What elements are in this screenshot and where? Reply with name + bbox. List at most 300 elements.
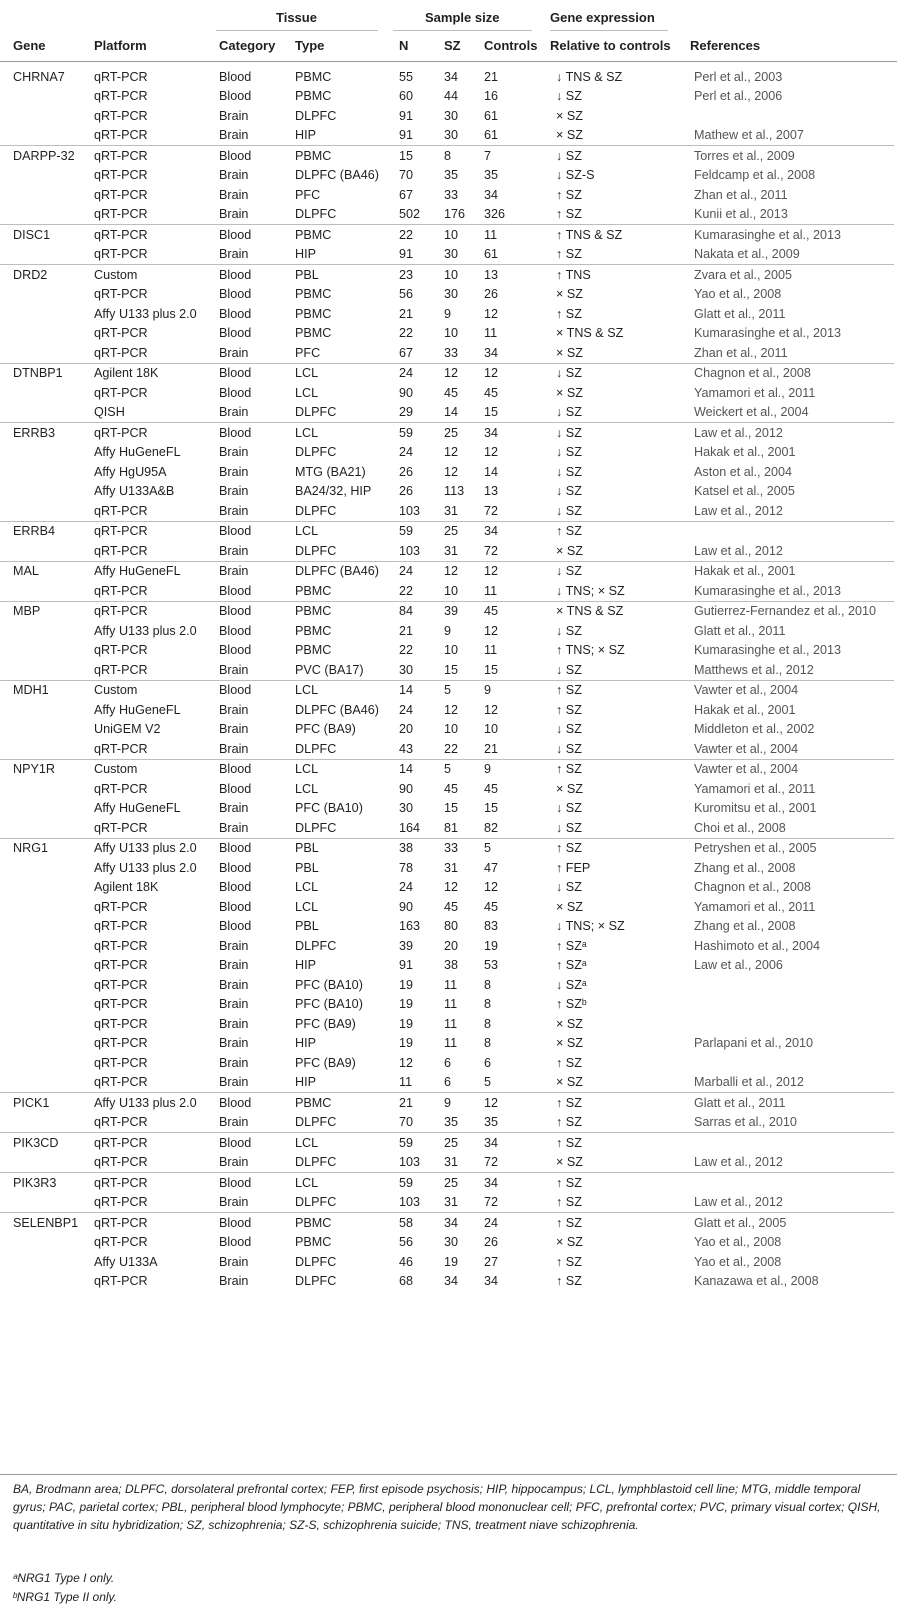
controls-cell: 15 [484, 405, 499, 420]
controls-cell: 12 [484, 363, 556, 383]
controls-cell: 34 [484, 521, 556, 541]
table-row [0, 799, 894, 819]
sz-cell: 5 [444, 680, 484, 700]
category-cell: Brain [219, 484, 249, 499]
n-cell: 59 [399, 423, 444, 443]
sz-cell: 11 [444, 997, 458, 1012]
sz-cell: 81 [444, 820, 459, 835]
footnote-b: ᵇNRG1 Type II only. [13, 1590, 117, 1604]
sz-cell: 22 [444, 741, 459, 756]
n-cell: 90 [399, 899, 414, 914]
n-cell: 59 [399, 1133, 444, 1153]
sz-cell: 39 [444, 601, 484, 621]
type-cell: LCL [295, 1173, 399, 1193]
relative-cell: ↓ SZ [556, 484, 582, 499]
type-cell: HIP [295, 247, 316, 262]
controls-cell: 8 [484, 1036, 492, 1051]
reference-cell: Nakata et al., 2009 [694, 247, 800, 262]
sz-cell: 38 [444, 958, 459, 973]
sz-cell: 35 [444, 1115, 459, 1130]
table-row [0, 245, 894, 265]
type-cell: PFC [295, 345, 321, 360]
type-cell: DLPFC [295, 1155, 337, 1170]
reference-cell [694, 1173, 894, 1193]
n-cell: 70 [399, 168, 414, 183]
reference-cell: Vawter et al., 2004 [694, 741, 799, 756]
relative-cell: ↑ SZ [556, 1055, 582, 1070]
relative-cell: ↑ SZ [556, 1173, 694, 1193]
table-row [0, 581, 894, 601]
reference-cell: Glatt et al., 2011 [694, 623, 786, 638]
gene-cell [0, 462, 94, 482]
reference-cell: Kumarasinghe et al., 2013 [694, 643, 842, 658]
controls-cell: 326 [484, 207, 506, 222]
type-cell: LCL [295, 759, 399, 779]
reference-cell: Law et al., 2012 [694, 423, 894, 443]
platform-cell: qRT-PCR [94, 1133, 219, 1153]
reference-cell: Matthews et al., 2012 [694, 662, 814, 677]
n-cell: 163 [399, 919, 421, 934]
sz-cell: 113 [444, 484, 465, 499]
category-cell: Blood [219, 1173, 295, 1193]
reference-cell: Katsel et al., 2005 [694, 484, 795, 499]
n-cell: 22 [399, 643, 414, 658]
n-cell: 19 [399, 997, 414, 1012]
table-row [0, 185, 894, 205]
gene-cell [0, 1272, 94, 1292]
category-cell: Brain [219, 543, 249, 558]
platform-cell: qRT-PCR [94, 225, 219, 245]
type-cell: HIP [295, 1036, 316, 1051]
platform-cell: qRT-PCR [94, 938, 148, 953]
relative-cell: ↑ SZ [556, 306, 582, 321]
sz-cell: 25 [444, 423, 484, 443]
gene-cell [0, 403, 94, 423]
table-row [0, 878, 894, 898]
table-row [0, 660, 894, 680]
n-cell: 22 [399, 583, 414, 598]
controls-cell: 9 [484, 680, 556, 700]
table-row [0, 403, 894, 423]
category-cell: Blood [219, 583, 252, 598]
table-row [0, 482, 894, 502]
gene-cell [0, 700, 94, 720]
platform-cell: qRT-PCR [94, 1195, 148, 1210]
col-gene: Gene [13, 38, 46, 53]
platform-cell: qRT-PCR [94, 1075, 148, 1090]
platform-cell: qRT-PCR [94, 287, 148, 302]
table-row [0, 739, 894, 759]
relative-cell: × SZ [556, 287, 583, 302]
platform-cell: qRT-PCR [94, 977, 148, 992]
controls-cell: 34 [484, 423, 556, 443]
tissue-underline [216, 30, 378, 31]
table-body [0, 66, 894, 1291]
relative-cell: ↓ SZ [556, 146, 694, 166]
type-cell: DLPFC [295, 543, 337, 558]
category-cell: Blood [219, 363, 295, 383]
relative-cell: × SZ [556, 1155, 583, 1170]
reference-cell: Vawter et al., 2004 [694, 759, 894, 779]
platform-cell: qRT-PCR [94, 69, 148, 84]
table-row [0, 1093, 894, 1113]
gene-cell: DARPP-32 [0, 146, 94, 166]
n-cell: 91 [399, 247, 414, 262]
category-cell: Brain [219, 1055, 249, 1070]
table-row [0, 1272, 894, 1292]
n-cell: 56 [399, 1235, 414, 1250]
controls-cell: 9 [484, 759, 556, 779]
reference-cell: Law et al., 2006 [694, 958, 783, 973]
reference-cell: Chagnon et al., 2008 [694, 880, 811, 895]
table-row [0, 858, 894, 878]
controls-cell: 72 [484, 1155, 499, 1170]
category-cell: Blood [219, 899, 252, 914]
type-cell: LCL [295, 521, 399, 541]
relative-cell: ↓ SZᵃ [556, 977, 587, 992]
sz-cell: 35 [444, 168, 459, 183]
gene-cell [0, 956, 94, 976]
relative-cell: ↓ TNS; × SZ [556, 919, 625, 934]
category-cell: Blood [219, 860, 252, 875]
n-cell: 21 [399, 623, 414, 638]
n-cell: 24 [399, 880, 414, 895]
type-cell: PBL [295, 860, 319, 875]
platform-cell: qRT-PCR [94, 423, 219, 443]
sz-cell: 176 [444, 207, 466, 222]
type-cell: BA24/32, HIP [295, 484, 372, 499]
category-cell: Brain [219, 405, 249, 420]
platform-cell: Agilent 18K [94, 363, 219, 383]
n-cell: 29 [399, 405, 414, 420]
header-rule [0, 61, 897, 62]
platform-cell: qRT-PCR [94, 207, 148, 222]
n-cell: 14 [399, 680, 444, 700]
n-cell: 22 [399, 326, 414, 341]
table-row [0, 1034, 894, 1054]
platform-cell: qRT-PCR [94, 1274, 148, 1289]
sz-cell: 25 [444, 1173, 484, 1193]
sz-cell: 12 [444, 363, 484, 383]
sz-cell: 34 [444, 1213, 484, 1233]
sz-cell: 30 [444, 128, 459, 143]
sz-cell: 25 [444, 521, 484, 541]
type-cell: PFC (BA9) [295, 1016, 356, 1031]
reference-cell: Kunii et al., 2013 [694, 207, 788, 222]
platform-cell: Affy U133 plus 2.0 [94, 838, 219, 858]
col-relative: Relative to controls [550, 38, 671, 53]
type-cell: PFC (BA10) [295, 997, 363, 1012]
sz-cell: 31 [444, 503, 459, 518]
category-cell: Blood [219, 306, 252, 321]
controls-cell: 7 [484, 146, 556, 166]
col-n: N [399, 38, 409, 53]
controls-cell: 34 [484, 187, 499, 202]
platform-cell: qRT-PCR [94, 601, 219, 621]
n-cell: 103 [399, 1195, 421, 1210]
n-cell: 20 [399, 722, 414, 737]
controls-cell: 35 [484, 1115, 499, 1130]
table-row [0, 343, 894, 363]
n-cell: 11 [399, 1075, 413, 1090]
gene-cell [0, 975, 94, 995]
relative-cell: × SZ [556, 345, 583, 360]
category-cell: Blood [219, 521, 295, 541]
controls-cell: 21 [484, 69, 499, 84]
n-cell: 84 [399, 601, 444, 621]
category-cell: Blood [219, 1235, 252, 1250]
category-cell: Brain [219, 958, 249, 973]
table-row [0, 1173, 894, 1193]
table-row [0, 87, 894, 107]
gene-expression-table [0, 66, 894, 1291]
controls-cell: 72 [484, 503, 499, 518]
reference-cell: Mathew et al., 2007 [694, 128, 804, 143]
platform-cell: Affy HuGeneFL [94, 702, 181, 717]
platform-cell: qRT-PCR [94, 899, 148, 914]
controls-cell: 35 [484, 168, 499, 183]
type-cell: DLPFC [295, 1115, 337, 1130]
type-cell: PBMC [295, 306, 332, 321]
reference-cell: Middleton et al., 2002 [694, 722, 815, 737]
platform-cell: qRT-PCR [94, 1055, 148, 1070]
reference-cell: Aston et al., 2004 [694, 464, 793, 479]
group-header-sample-size: Sample size [425, 10, 500, 25]
reference-cell: Yao et al., 2008 [694, 1254, 782, 1269]
relative-cell: × SZ [556, 1036, 583, 1051]
table-row [0, 205, 894, 225]
relative-cell: ↓ TNS; × SZ [556, 583, 625, 598]
controls-cell: 15 [484, 801, 499, 816]
footnote-abbreviations: BA, Brodmann area; DLPFC, dorsolateral prefrontal cortex; FEP, first episode psychosis; HIP, hippocampus; LCL, lymphblastoid cell line; MTG, middle temporal gyrus; PAC, parietal cortex; PBL, peripheral blood lymphocyte; PBMC, peripheral blood mononuclear cell; PFC, prefrontal cortex; PVC, primary visual cortex; QISH, quantitative in situ hybridization; SZ, schizophrenia; SZ-S, schizophrenia suicide; TNS, treatment niave schizophrenia. [13, 1482, 881, 1532]
sz-cell: 9 [444, 306, 452, 321]
gene-cell [0, 1053, 94, 1073]
gene-cell [0, 917, 94, 937]
n-cell: 60 [399, 89, 414, 104]
sz-cell: 45 [444, 899, 459, 914]
platform-cell: qRT-PCR [94, 997, 148, 1012]
gene-cell [0, 936, 94, 956]
controls-cell: 5 [484, 838, 556, 858]
n-cell: 502 [399, 207, 421, 222]
platform-cell: Affy U133A [94, 1254, 158, 1269]
sz-cell: 10 [444, 722, 459, 737]
type-cell: DLPFC [295, 207, 337, 222]
controls-cell: 72 [484, 543, 499, 558]
platform-cell: qRT-PCR [94, 958, 148, 973]
platform-cell: qRT-PCR [94, 543, 148, 558]
controls-cell: 61 [484, 247, 499, 262]
platform-cell: UniGEM V2 [94, 722, 161, 737]
relative-cell: ↑ SZ [556, 1213, 694, 1233]
category-cell: Brain [219, 722, 249, 737]
col-controls: Controls [484, 38, 538, 53]
type-cell: LCL [295, 385, 319, 400]
controls-cell: 12 [484, 1093, 556, 1113]
type-cell: PFC (BA10) [295, 801, 363, 816]
controls-cell: 45 [484, 899, 499, 914]
relative-cell: ↓ SZ [556, 423, 694, 443]
sz-cell: 31 [444, 1195, 459, 1210]
category-cell: Blood [219, 89, 252, 104]
relative-cell: × SZ [556, 385, 583, 400]
gene-cell [0, 324, 94, 344]
table-row [0, 501, 894, 521]
table-row [0, 641, 894, 661]
gene-cell [0, 818, 94, 838]
type-cell: LCL [295, 880, 319, 895]
controls-cell: 15 [484, 662, 499, 677]
platform-cell: qRT-PCR [94, 187, 148, 202]
category-cell: Blood [219, 385, 252, 400]
n-cell: 67 [399, 345, 414, 360]
controls-cell: 19 [484, 938, 499, 953]
reference-cell: Yao et al., 2008 [694, 1235, 782, 1250]
table-row [0, 995, 894, 1015]
category-cell: Brain [219, 128, 249, 143]
n-cell: 91 [399, 108, 414, 123]
category-cell: Brain [219, 168, 249, 183]
sz-cell: 30 [444, 108, 459, 123]
category-cell: Blood [219, 759, 295, 779]
controls-cell: 12 [484, 702, 499, 717]
sample-size-underline [393, 30, 532, 31]
gene-cell [0, 1034, 94, 1054]
category-cell: Blood [219, 919, 252, 934]
type-cell: PBMC [295, 623, 332, 638]
category-cell: Brain [219, 938, 249, 953]
table-row [0, 1193, 894, 1213]
category-cell: Blood [219, 880, 252, 895]
category-cell: Brain [219, 1036, 249, 1051]
relative-cell: × SZ [556, 128, 583, 143]
controls-cell: 11 [484, 643, 498, 658]
type-cell: PFC [295, 187, 321, 202]
relative-cell: ↓ TNS & SZ [556, 69, 623, 84]
type-cell: PBL [295, 265, 399, 285]
reference-cell [694, 1053, 894, 1073]
gene-cell [0, 858, 94, 878]
relative-cell: ↑ SZ [556, 1195, 582, 1210]
sz-cell: 15 [444, 801, 459, 816]
platform-cell: Custom [94, 265, 219, 285]
category-cell: Blood [219, 225, 295, 245]
table-row [0, 1233, 894, 1253]
table-row [0, 779, 894, 799]
relative-cell: × TNS & SZ [556, 326, 624, 341]
platform-cell: Affy U133 plus 2.0 [94, 306, 197, 321]
gene-cell [0, 1252, 94, 1272]
reference-cell: Kuromitsu et al., 2001 [694, 801, 817, 816]
category-cell: Blood [219, 680, 295, 700]
relative-cell: ↓ SZ [556, 623, 582, 638]
gene-cell [0, 205, 94, 225]
n-cell: 23 [399, 265, 444, 285]
reference-cell: Torres et al., 2009 [694, 146, 894, 166]
platform-cell: Affy U133 plus 2.0 [94, 860, 197, 875]
category-cell: Blood [219, 623, 252, 638]
n-cell: 55 [399, 69, 414, 84]
n-cell: 56 [399, 287, 414, 302]
controls-cell: 26 [484, 287, 499, 302]
relative-cell: ↑ SZ [556, 759, 694, 779]
relative-cell: × SZ [556, 1235, 583, 1250]
table-row [0, 225, 894, 245]
reference-cell: Choi et al., 2008 [694, 820, 786, 835]
relative-cell: ↓ SZ [556, 801, 582, 816]
type-cell: DLPFC [295, 820, 337, 835]
type-cell: PBMC [295, 89, 332, 104]
reference-cell: Weickert et al., 2004 [694, 405, 809, 420]
sz-cell: 11 [444, 1036, 458, 1051]
category-cell: Blood [219, 643, 252, 658]
type-cell: LCL [295, 423, 399, 443]
relative-cell: ↑ SZ [556, 247, 582, 262]
reference-cell: Law et al., 2012 [694, 543, 783, 558]
gene-cell: MAL [0, 561, 94, 581]
n-cell: 21 [399, 306, 414, 321]
n-cell: 24 [399, 363, 444, 383]
type-cell: PBMC [295, 583, 332, 598]
sz-cell: 6 [444, 1075, 452, 1090]
controls-cell: 47 [484, 860, 499, 875]
sz-cell: 33 [444, 345, 459, 360]
reference-cell: Parlapani et al., 2010 [694, 1036, 814, 1051]
reference-cell: Zhang et al., 2008 [694, 860, 796, 875]
n-cell: 30 [399, 801, 414, 816]
reference-cell: Gutierrez-Fernandez et al., 2010 [694, 601, 894, 621]
controls-cell: 45 [484, 385, 499, 400]
n-cell: 24 [399, 561, 444, 581]
gene-cell [0, 443, 94, 463]
type-cell: DLPFC [295, 938, 337, 953]
platform-cell: qRT-PCR [94, 146, 219, 166]
sz-cell: 5 [444, 759, 484, 779]
relative-cell: × TNS & SZ [556, 601, 694, 621]
reference-cell: Glatt et al., 2011 [694, 306, 786, 321]
controls-cell: 12 [484, 880, 499, 895]
category-cell: Blood [219, 326, 252, 341]
table-row [0, 285, 894, 305]
table-row [0, 462, 894, 482]
gene-cell [0, 1233, 94, 1253]
category-cell: Blood [219, 1213, 295, 1233]
category-cell: Brain [219, 1254, 249, 1269]
platform-cell: qRT-PCR [94, 643, 148, 658]
group-header-gene-expression: Gene expression [550, 10, 655, 25]
gene-cell [0, 720, 94, 740]
controls-cell: 11 [484, 225, 556, 245]
platform-cell: qRT-PCR [94, 1173, 219, 1193]
type-cell: LCL [295, 899, 319, 914]
relative-cell: ↓ SZ [556, 880, 582, 895]
reference-cell [694, 521, 894, 541]
table-row [0, 720, 894, 740]
table-row [0, 443, 894, 463]
table-row [0, 363, 894, 383]
platform-cell: qRT-PCR [94, 1036, 148, 1051]
relative-cell: ↑ SZ [556, 1093, 694, 1113]
sz-cell: 45 [444, 385, 459, 400]
controls-cell: 34 [484, 1274, 499, 1289]
n-cell: 21 [399, 1093, 444, 1113]
category-cell: Brain [219, 247, 249, 262]
n-cell: 59 [399, 1173, 444, 1193]
category-cell: Brain [219, 801, 249, 816]
relative-cell: × SZ [556, 108, 583, 123]
gene-cell: CHRNA7 [13, 69, 65, 84]
platform-cell: Affy U133 plus 2.0 [94, 1093, 219, 1113]
